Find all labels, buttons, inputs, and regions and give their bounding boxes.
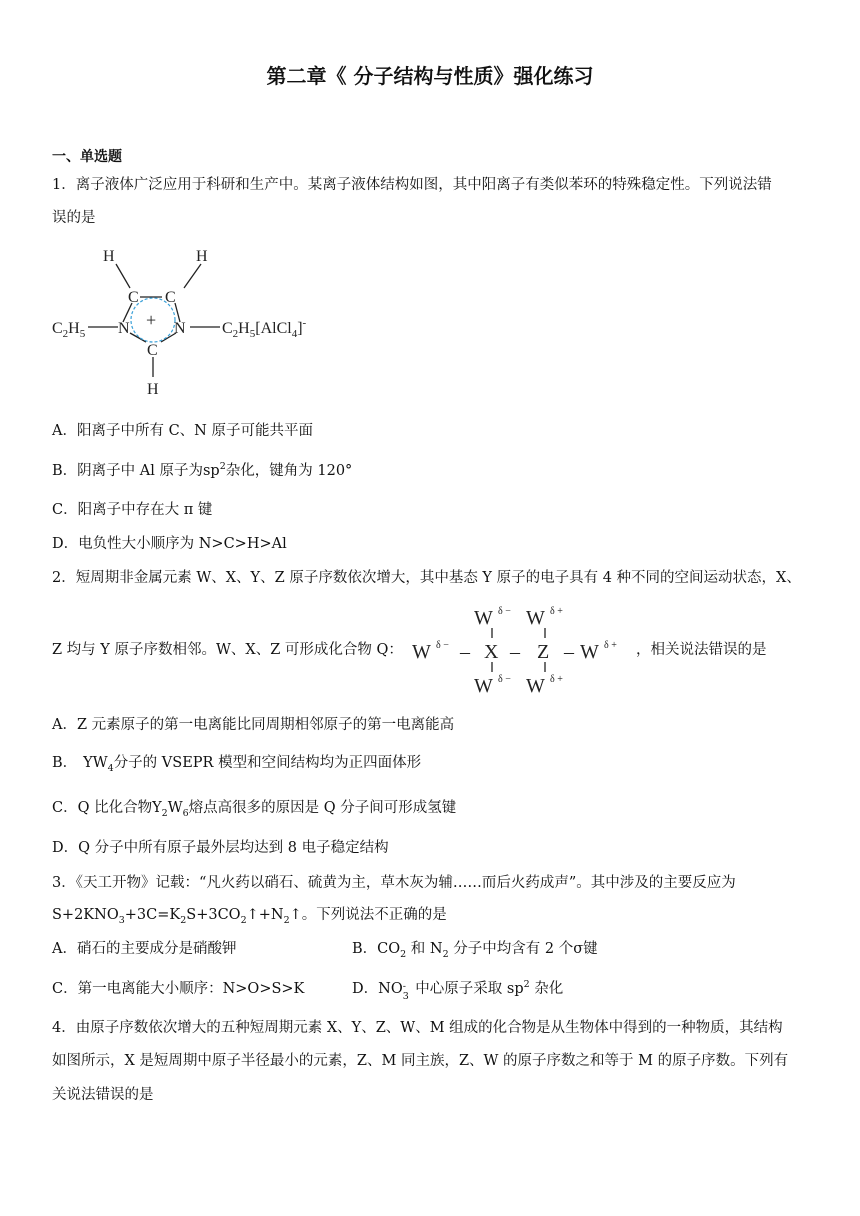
q2-w-top-right: W bbox=[526, 607, 545, 629]
q2-w-bottom-left: W bbox=[474, 675, 493, 696]
q3-option-b: B．$CO_2$ 和 $N_2$ 分子中均含有 2 个σ键 bbox=[352, 941, 598, 960]
q2-w-right: W bbox=[580, 641, 599, 663]
q2-option-d: D．Q 分子中所有原子最外层均达到 8 电子稳定结构 bbox=[52, 840, 389, 856]
q2-z-center: Z bbox=[537, 641, 550, 663]
q2-dminus-bottom-left: δ − bbox=[498, 674, 511, 685]
q1-option-a: A．阳离子中所有 C、N 原子可能共平面 bbox=[52, 423, 313, 439]
q1-c-bottom: C bbox=[147, 342, 158, 359]
q2-stem-line2-post: ，相关说法错误的是 bbox=[636, 642, 767, 658]
q1-option-b: B．阴离子中 Al 原子为$sp^2$杂化，键角为 120° bbox=[52, 461, 353, 479]
q1-plus-sign: + bbox=[146, 310, 157, 330]
page-title: 第二章《 分子结构与性质》强化练习 bbox=[266, 64, 594, 88]
section-heading: 一、单选题 bbox=[52, 149, 122, 165]
q1-n-left: N bbox=[118, 320, 130, 337]
q2-option-a: A．Z 元素原子的第一电离能比同周期相邻原子的第一电离能高 bbox=[52, 717, 455, 733]
q2-w-bottom-right: W bbox=[526, 675, 545, 696]
q3-stem-line2: $S+2KNO_3+3C=K_2S+3CO_2↑+N_2↑$。下列说法不正确的是 bbox=[52, 907, 447, 926]
q1-option-d: D．电负性大小顺序为 N>C>H>Al bbox=[52, 536, 287, 552]
q4-stem-line2: 如图所示，X 是短周期中原子半径最小的元素，Z、M 同主族，Z、W 的原子序数之和等于 M 的原子序数。下列有 bbox=[52, 1053, 789, 1069]
q1-ethyl-right-anion: $C_2H_5[AlCl_4]^-$ bbox=[222, 317, 307, 340]
q1-n-right: N bbox=[174, 320, 186, 337]
q2-w-left: W bbox=[412, 641, 431, 663]
q2-compound-q-structure bbox=[410, 600, 635, 696]
q3-option-a: A．硝石的主要成分是硝酸钾 bbox=[52, 941, 237, 957]
q2-dplus-top-right: δ + bbox=[550, 606, 563, 617]
q1-stem-line1: 1．离子液体广泛应用于科研和生产中。某离子液体结构如图，其中阳离子有类似苯环的特殊稳定性。下列说法错 bbox=[52, 177, 772, 193]
q2-dminus-top-left: δ − bbox=[498, 606, 511, 617]
q1-option-c: C．阳离子中存在大 π 键 bbox=[52, 502, 213, 518]
q2-stem-line1: 2．短周期非金属元素 W、X、Y、Z 原子序数依次增大，其中基态 Y 原子的电子具有 4 种不同的空间运动状态，X、 bbox=[52, 570, 801, 586]
q1-h-top-right: H bbox=[196, 248, 208, 265]
q1-c-left: C bbox=[128, 289, 139, 306]
q3-option-c: C．第一电离能大小顺序：N>O>S>K bbox=[52, 981, 305, 997]
q1-h-bottom: H bbox=[147, 381, 159, 398]
q2-x-center: X bbox=[484, 641, 499, 663]
q1-stem-line2: 误的是 bbox=[52, 210, 96, 226]
q2-dplus-bottom-right: δ + bbox=[550, 674, 563, 685]
q2-dash-1: – bbox=[460, 641, 470, 663]
q2-dash-2: – bbox=[510, 641, 520, 663]
q2-option-b: B． $YW_4$分子的 VSEPR 模型和空间结构均为正四面体形 bbox=[52, 755, 422, 774]
q2-w-top-left: W bbox=[474, 607, 493, 629]
q4-stem-line3: 关说法错误的是 bbox=[52, 1087, 154, 1103]
q4-stem-line1: 4．由原子序数依次增大的五种短周期元素 X、Y、Z、W、M 组成的化合物是从生物体中得到的一种物质，其结构 bbox=[52, 1020, 783, 1036]
q1-c-right: C bbox=[165, 289, 176, 306]
q2-stem-line2-pre: Z 均与 Y 原子序数相邻。W、X、Z 可形成化合物 Q： bbox=[52, 642, 403, 658]
q1-imidazolium-structure bbox=[50, 245, 340, 400]
q1-h-top-left: H bbox=[103, 248, 115, 265]
q1-ethyl-left: $C_2H_5$ bbox=[52, 320, 86, 340]
q2-dash-3: – bbox=[564, 641, 574, 663]
q2-option-c: C．Q 比化合物$Y_2W_6$熔点高很多的原因是 Q 分子间可形成氢键 bbox=[52, 800, 457, 819]
q3-option-d: D．NO - 3 中心原子采取 $sp^2$ 杂化 bbox=[352, 979, 564, 1002]
q2-dplus-right: δ + bbox=[604, 640, 617, 651]
q3-stem-line1: 3．《天工开物》记载：“凡火药以硝石、硫黄为主，草木灰为辅……而后火药成声”。其中涉及的主要反应为 bbox=[52, 875, 736, 891]
q2-dminus-left: δ − bbox=[436, 640, 449, 651]
